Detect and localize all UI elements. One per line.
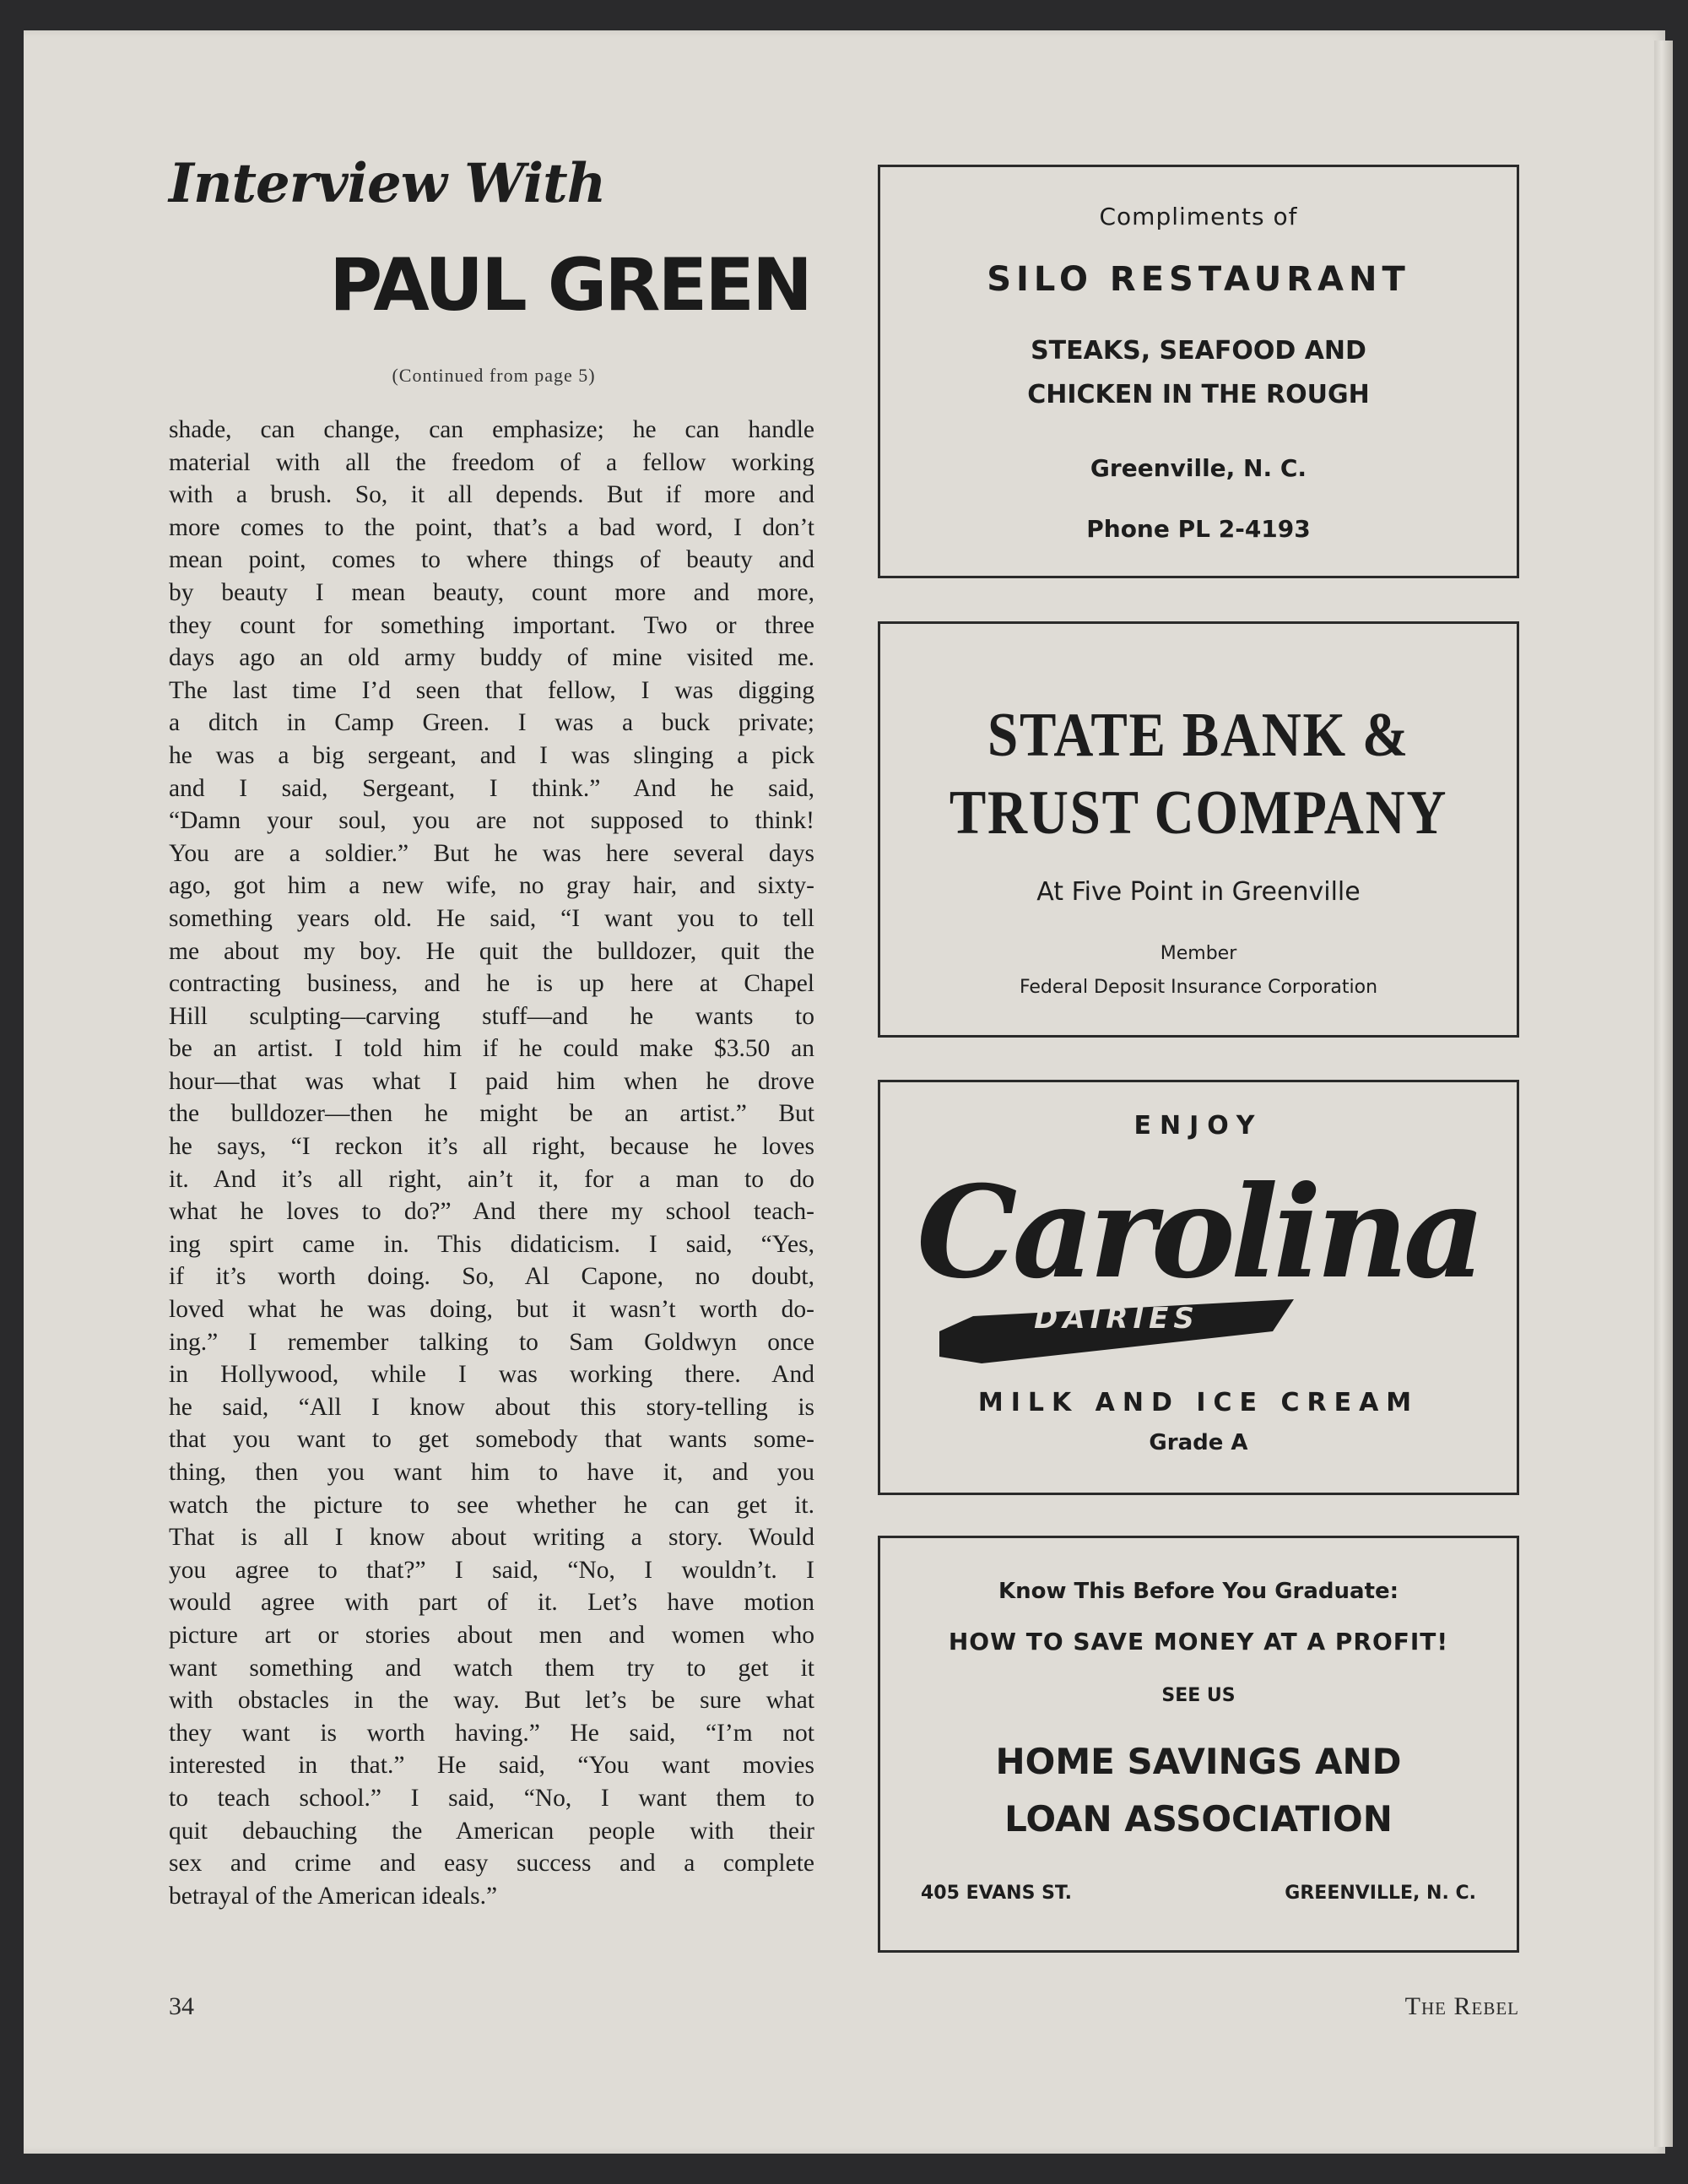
article-line: ing spirt came in. This didaticism. I said, “Yes,: [169, 1230, 814, 1258]
article-line: they want is worth having.” He said, “I’m not: [169, 1719, 814, 1747]
article-line: thing, then you want him to have it, and you: [169, 1459, 814, 1486]
ad-know: Know This Before You Graduate:: [998, 1579, 1399, 1604]
article-line: by beauty I mean beauty, count more and more,: [169, 578, 814, 606]
article-line: they count for something important. Two or three: [169, 611, 814, 639]
article-line: a ditch in Camp Green. I was a buck private;: [169, 709, 814, 737]
article-line: with a brush. So, it all depends. But if more and: [169, 481, 814, 509]
ad-state-bank: [878, 621, 1519, 1038]
ad-bank-member: Member: [1160, 943, 1237, 964]
ad-bank-name-1: STATE BANK &: [987, 701, 1409, 770]
ad-home-savings: [878, 1536, 1519, 1953]
article-line: interested in that.” He said, “You want movies: [169, 1752, 814, 1780]
ad-bank-location: At Five Point in Greenville: [1036, 877, 1361, 907]
ad-how: HOW TO SAVE MONEY AT A PROFIT!: [948, 1628, 1449, 1656]
article-line: mean point, comes to where things of beauty and: [169, 546, 814, 574]
article-line: be an artist. I told him if he could make $3.50 an: [169, 1035, 814, 1063]
ad-specialty-2: CHICKEN IN THE ROUGH: [1027, 380, 1370, 409]
magazine-name: The Rebel: [1404, 1992, 1519, 2020]
article-line: “Damn your soul, you are not supposed to think!: [169, 807, 814, 835]
article-line: You are a soldier.” But he was here several days: [169, 839, 814, 867]
article-line: The last time I’d seen that fellow, I was digging: [169, 676, 814, 704]
ad-carolina-dairies: [878, 1080, 1519, 1495]
article-line: Hill sculpting—carving stuff—and he wants to: [169, 1002, 814, 1030]
article-line: want something and watch them try to get it: [169, 1654, 814, 1682]
article-line: it. And it’s all right, ain’t it, for a man to do: [169, 1165, 814, 1193]
article-kicker: Interview With: [169, 152, 606, 215]
carolina-dairies-logo: [880, 1150, 1517, 1378]
article-line: contracting business, and he is up here at Chapel: [169, 970, 814, 998]
article-line: days ago an old army buddy of mine visited me.: [169, 644, 814, 672]
article-line: me about my boy. He quit the bulldozer, quit the: [169, 937, 814, 965]
article-line: watch the picture to see whether he can get it.: [169, 1491, 814, 1519]
ad-savings-name-1: HOME SAVINGS AND: [995, 1741, 1402, 1782]
ad-savings-city: GREENVILLE, N. C.: [1285, 1883, 1476, 1904]
article-line: in Hollywood, while I was working there. And: [169, 1361, 814, 1389]
article-body: [169, 414, 814, 1912]
ad-bank-name-2: TRUST COMPANY: [949, 778, 1448, 848]
article-line: shade, can change, can emphasize; he can handle: [169, 416, 814, 443]
ad-products: MILK AND ICE CREAM: [977, 1388, 1420, 1417]
article-line: ing.” I remember talking to Sam Goldwyn once: [169, 1328, 814, 1356]
ad-see-us: SEE US: [1161, 1685, 1236, 1706]
article-line: quit debauching the American people with their: [169, 1817, 814, 1845]
ad-savings-name-2: LOAN ASSOCIATION: [1004, 1798, 1393, 1840]
article-line: with obstacles in the way. But let’s be sure what: [169, 1687, 814, 1715]
article-line: he was a big sergeant, and I was slinging a pick: [169, 741, 814, 769]
ad-restaurant-name: SILO RESTAURANT: [987, 260, 1410, 299]
ad-phone: Phone PL 2-4193: [1086, 515, 1311, 543]
article-line: the bulldozer—then he might be an artist.” But: [169, 1100, 814, 1128]
article-line: picture art or stories about men and women who: [169, 1621, 814, 1649]
article-line: he says, “I reckon it’s all right, because he loves: [169, 1133, 814, 1161]
article-line: material with all the freedom of a fellow working: [169, 448, 814, 476]
ad-compliments: Compliments of: [1099, 203, 1298, 230]
ad-city: Greenville, N. C.: [1090, 454, 1307, 482]
ad-enjoy: ENJOY: [1133, 1111, 1263, 1141]
article-line: that you want to get somebody that wants some-: [169, 1426, 814, 1454]
ad-specialty-1: STEAKS, SEAFOOD AND: [1031, 336, 1366, 366]
article-line: more comes to the point, that’s a bad word, I don’t: [169, 513, 814, 541]
article-line: hour—that was what I paid him when he drove: [169, 1067, 814, 1095]
page-edge: [1654, 41, 1673, 2147]
article-line: something years old. He said, “I want you to tell: [169, 904, 814, 932]
article-line: ago, got him a new wife, no gray hair, and sixty-: [169, 872, 814, 900]
ad-silo-restaurant: [878, 165, 1519, 578]
article-headline: PAUL GREEN: [329, 243, 810, 328]
page-number: 34: [169, 1992, 194, 2020]
article-line: sex and crime and easy success and a complete: [169, 1850, 814, 1878]
article-line: he said, “All I know about this story-telling is: [169, 1393, 814, 1421]
article-line: to teach school.” I said, “No, I want them to: [169, 1784, 814, 1812]
ad-address: 405 EVANS ST.: [921, 1883, 1072, 1904]
article-line: and I said, Sergeant, I think.” And he said,: [169, 774, 814, 802]
article-line: if it’s worth doing. So, Al Capone, no doubt,: [169, 1263, 814, 1291]
article-line: betrayal of the American ideals.”: [169, 1882, 498, 1910]
logo-word: Carolina: [917, 1158, 1480, 1307]
article-line: loved what he was doing, but it wasn’t worth do-: [169, 1296, 814, 1324]
continued-note: (Continued from page 5): [392, 365, 596, 386]
article-line: you agree to that?” I said, “No, I wouldn’t. I: [169, 1556, 814, 1584]
article-line: what he loves to do?” And there my school teach-: [169, 1198, 814, 1226]
article-line: would agree with part of it. Let’s have motion: [169, 1589, 814, 1617]
logo-sub: DAIRIES: [1034, 1302, 1199, 1336]
ad-bank-fdic: Federal Deposit Insurance Corporation: [1019, 977, 1378, 998]
ad-grade: Grade A: [1149, 1430, 1248, 1455]
article-line: That is all I know about writing a story. Would: [169, 1524, 814, 1552]
